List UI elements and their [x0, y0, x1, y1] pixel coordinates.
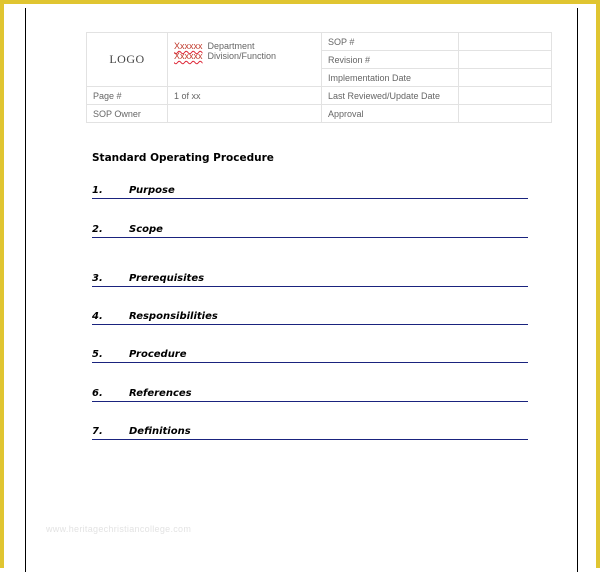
- section-title: Procedure: [129, 349, 187, 360]
- approval-label: Approval: [322, 105, 459, 123]
- document-page: [25, 8, 578, 572]
- sop-header-table: [86, 32, 552, 123]
- section-prerequisites: [92, 272, 528, 287]
- section-number: 6.: [92, 388, 103, 399]
- revision-value[interactable]: [459, 51, 552, 69]
- watermark: www.heritagechristiancollege.com: [46, 524, 192, 534]
- section-number: 3.: [92, 273, 103, 284]
- last-reviewed-label: Last Reviewed/Update Date: [322, 87, 459, 105]
- page-label: Page #: [87, 87, 168, 105]
- sop-owner-value[interactable]: [168, 105, 322, 123]
- implementation-date-label: Implementation Date: [322, 69, 459, 87]
- document-title: Standard Operating Procedure: [92, 152, 274, 164]
- department-cell: [168, 33, 322, 87]
- implementation-date-value[interactable]: [459, 69, 552, 87]
- section-definitions: [92, 425, 528, 440]
- section-number: 7.: [92, 426, 103, 437]
- section-title: Responsibilities: [129, 311, 218, 322]
- section-title: Prerequisites: [129, 273, 205, 284]
- last-reviewed-value[interactable]: [459, 87, 552, 105]
- approval-value[interactable]: [459, 105, 552, 123]
- department-line: [174, 41, 315, 51]
- division-label: Division/Function: [207, 51, 277, 61]
- section-title: Purpose: [129, 185, 175, 196]
- sop-owner-label: SOP Owner: [87, 105, 168, 123]
- department-label: Department: [207, 41, 255, 51]
- department-placeholder: Xxxxxx: [174, 41, 203, 51]
- sop-number-label: SOP #: [322, 33, 459, 51]
- section-title: References: [129, 388, 192, 399]
- section-number: 2.: [92, 224, 103, 235]
- section-responsibilities: [92, 310, 528, 325]
- section-procedure: [92, 348, 528, 363]
- revision-label: Revision #: [322, 51, 459, 69]
- division-placeholder: Xxxxxx: [174, 51, 203, 61]
- section-number: 5.: [92, 349, 103, 360]
- logo-cell: LOGO: [87, 33, 168, 87]
- section-number: 1.: [92, 185, 103, 196]
- section-title: Scope: [129, 224, 163, 235]
- section-title: Definitions: [129, 426, 191, 437]
- division-line: [174, 51, 315, 61]
- section-purpose: [92, 184, 528, 199]
- section-scope: [92, 223, 528, 238]
- section-number: 4.: [92, 311, 103, 322]
- page-value: 1 of xx: [168, 87, 322, 105]
- section-references: [92, 387, 528, 402]
- sop-number-value[interactable]: [459, 33, 552, 51]
